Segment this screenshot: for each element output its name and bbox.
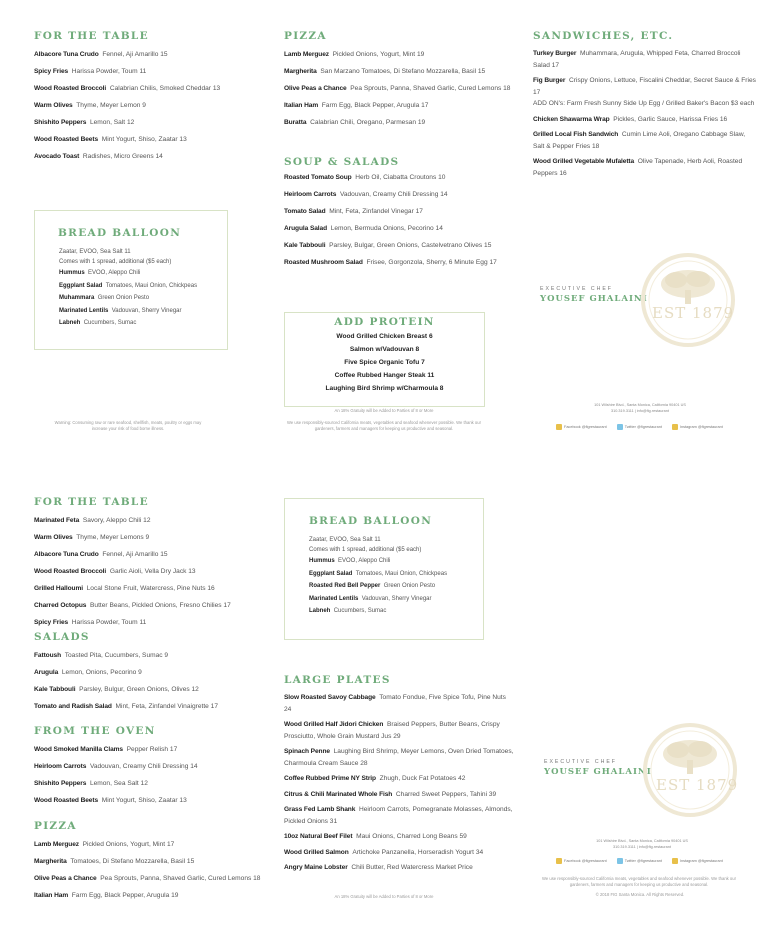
facebook-link[interactable]: Facebook @figrestaurant	[556, 424, 607, 430]
menu-item	[34, 114, 220, 131]
item-desc: Mint Yogurt, Shiso, Zaatar 13	[101, 797, 187, 804]
item-desc: EVOO, Aleppo Chili	[338, 558, 391, 564]
menu-item	[34, 836, 260, 853]
menu-item	[34, 887, 260, 904]
item-desc: Crispy Onions, Lettuce, Fiscalini Cheddar, Secret Sauce & Fries 17	[533, 77, 756, 96]
item-name: Olive Peas a Chance	[34, 875, 97, 882]
item-name: Avocado Toast	[34, 153, 80, 160]
menu-item	[284, 114, 510, 131]
spread-item	[59, 305, 227, 318]
section-title: SALADS	[34, 631, 90, 643]
menu-item	[284, 169, 497, 186]
twitter-icon	[617, 858, 623, 864]
item-name: Fig Burger	[533, 77, 566, 84]
instagram-link[interactable]: Instagram @figrestaurant	[672, 424, 723, 430]
item-name: Wood Roasted Broccoli	[34, 85, 107, 92]
item-name: Lamb Merguez	[284, 51, 329, 58]
item-desc: Farm Egg, Black Pepper, Arugula 17	[321, 102, 429, 109]
section-title: FOR THE TABLE	[34, 30, 149, 42]
menu-item	[284, 746, 514, 769]
spread-item	[59, 317, 227, 330]
item-desc: Parsley, Bulgar, Green Onions, Castelvetrano Olives 15	[329, 242, 492, 249]
menu-item	[284, 831, 514, 843]
menu-item	[34, 131, 220, 148]
instagram-link[interactable]: Instagram @figrestaurant	[672, 858, 723, 864]
p1-pizza	[284, 30, 510, 131]
section-title: PIZZA	[284, 30, 327, 42]
menu-item	[34, 580, 231, 597]
item-name: Roasted Mushroom Salad	[284, 259, 363, 266]
item-desc: Harissa Powder, Toum 11	[71, 619, 147, 626]
p1-social	[556, 424, 723, 430]
protein-item: Salmon w/Vadouvan 8	[349, 346, 420, 353]
section-title: ADD PROTEIN	[334, 316, 435, 328]
menu-item	[34, 614, 231, 631]
menu-item	[284, 862, 514, 874]
item-addon: ADD ON's: Farm Fresh Sunny Side Up Egg / Grilled Baker's Bacon $3 each	[533, 100, 755, 107]
item-name: Eggplant Salad	[59, 282, 103, 289]
item-name: Coffee Rubbed Prime NY Strip	[284, 775, 376, 782]
item-desc: Pickles, Garlic Sauce, Harissa Fries 16	[613, 115, 728, 123]
facebook-icon	[556, 858, 562, 864]
menu-item	[284, 46, 510, 63]
section-title: BREAD BALLOON	[309, 515, 433, 527]
item-name: Arugula Salad	[284, 225, 328, 232]
bread-intro: Zaatar, EVOO, Sea Salt 11	[309, 537, 381, 543]
p2-large-plates	[284, 674, 514, 878]
item-name: Margherita	[284, 68, 317, 75]
menu-item	[284, 220, 497, 237]
item-desc: Braised Peppers, Butter Beans, Crispy Prosciutto, Whole Grain Mustard Jus 29	[284, 721, 500, 740]
copyright: © 2018 FIG Santa Monica. All Rights Reserved.	[595, 892, 685, 897]
spread-item	[59, 292, 227, 305]
section-title: LARGE PLATES	[284, 674, 391, 686]
logo-tree-icon	[642, 722, 738, 823]
item-desc: Charred Sweet Peppers, Tahini 39	[395, 790, 497, 798]
protein-item: Wood Grilled Chicken Breast 6	[336, 333, 433, 340]
item-name: Heirloom Carrots	[34, 763, 87, 770]
menu-item	[34, 46, 220, 63]
item-name: Citrus & Chili Marinated Whole Fish	[284, 790, 393, 798]
menu-item	[34, 664, 218, 681]
spread-item	[309, 605, 483, 618]
item-name: Wood Roasted Beets	[34, 797, 99, 804]
item-desc: Pickled Onions, Yogurt, Mint 17	[82, 841, 175, 848]
spread-item	[59, 280, 227, 293]
menu-item	[533, 75, 758, 110]
twitter-link[interactable]: Twitter @figrestaurant	[617, 424, 662, 430]
menu-item	[34, 792, 198, 809]
item-name: Spicy Fries	[34, 619, 69, 626]
item-desc: Zhugh, Duck Fat Potatoes 42	[379, 775, 466, 782]
bread-intro-note: Comes with 1 spread, additional ($5 each)	[59, 259, 172, 265]
item-name: Hummus	[59, 270, 85, 276]
logo-text: EST 1879	[656, 776, 739, 794]
protein-item: Coffee Rubbed Hanger Steak 11	[334, 372, 435, 379]
menu-item	[34, 698, 218, 715]
menu-item	[284, 789, 514, 801]
p2-salads	[34, 631, 218, 715]
item-name: Muhammara	[59, 295, 95, 301]
item-desc: Calabrian Chilis, Smoked Cheddar 13	[109, 85, 221, 92]
p1-sandwiches	[533, 30, 758, 183]
sourcing-note: We use responsibly-sourced California meats, vegetables and seafood whenever possible. We thank our gardeners, farmers and managers for keeping us productive and seasonal.	[287, 420, 481, 431]
item-name: Turkey Burger	[533, 50, 577, 57]
menu-item	[284, 186, 497, 203]
item-name: Warm Olives	[34, 534, 73, 541]
item-name: Italian Ham	[284, 102, 319, 109]
menu-item	[533, 129, 758, 152]
item-desc: San Marzano Tomatoes, Di Stefano Mozzarella, Basil 15	[320, 68, 486, 75]
item-desc: Maui Onions, Charred Long Beans 59	[356, 833, 467, 840]
logo-tree-icon	[640, 252, 736, 353]
item-desc: Calabrian Chili, Oregano, Parmesan 19	[310, 119, 426, 126]
item-desc: Artichoke Panzanella, Horseradish Yogurt 34	[352, 848, 484, 856]
item-name: Heirloom Carrots	[284, 191, 337, 198]
item-name: Roasted Red Bell Pepper	[309, 583, 381, 589]
p1-soup-salads	[284, 156, 497, 271]
item-desc: Vadouvan, Sherry Vinegar	[111, 307, 182, 314]
gratuity-note: An 18% Gratuity will be Added to Parties of 8 or More	[334, 894, 434, 899]
item-name: Shishito Peppers	[34, 119, 87, 126]
item-desc: Lemon, Onions, Pecorino 9	[61, 669, 142, 676]
item-desc: Heirloom Carrots, Pomegranate Molasses, Almonds, Pickled Onions 31	[284, 806, 513, 825]
warning-note: Warning: Consuming raw or rare seafood, shellfish, meats, poultry or eggs may increase your risk of food borne illness.	[54, 420, 202, 431]
p2-for-the-table	[34, 496, 231, 631]
menu-item	[284, 80, 510, 97]
item-desc: Tomatoes, Di Stefano Mozzarella, Basil 15	[70, 858, 195, 865]
item-name: Margherita	[34, 858, 67, 865]
menu-item	[284, 847, 514, 859]
item-name: Wood Smoked Manilla Clams	[34, 746, 123, 753]
item-desc: Fennel, Aji Amarillo 15	[102, 551, 168, 558]
facebook-link[interactable]: Facebook @figrestaurant	[556, 858, 607, 864]
item-desc: Green Onion Pesto	[383, 583, 436, 589]
spread-item	[309, 568, 483, 581]
item-name: Chicken Shawarma Wrap	[533, 115, 610, 123]
instagram-icon	[672, 424, 678, 430]
facebook-icon	[556, 424, 562, 430]
item-name: Angry Maine Lobster	[284, 864, 348, 871]
item-desc: Tomatoes, Maui Onion, Chickpeas	[355, 570, 448, 577]
p1-bread-balloon	[34, 210, 228, 350]
p2-social	[556, 858, 723, 864]
menu-item	[284, 804, 514, 827]
p1-chef	[540, 286, 648, 304]
item-name: Wood Grilled Half Jidori Chicken	[284, 721, 384, 728]
item-name: Spinach Penne	[284, 748, 330, 755]
item-name: Spicy Fries	[34, 68, 69, 75]
menu-item	[284, 719, 514, 742]
item-desc: Butter Beans, Pickled Onions, Fresno Chilies 17	[90, 602, 231, 609]
item-desc: Thyme, Meyer Lemon 9	[76, 102, 146, 109]
menu-item	[34, 512, 231, 529]
item-name: Labneh	[59, 320, 81, 326]
section-title: BREAD BALLOON	[58, 227, 182, 239]
menu-item	[34, 758, 198, 775]
item-desc: Mint, Feta, Zinfandel Vinaigrette 17	[115, 703, 219, 710]
item-desc: Tomato Fondue, Five Spice Tofu, Pine Nuts 24	[284, 694, 506, 713]
item-desc: Radishes, Micro Greens 14	[82, 153, 163, 160]
item-desc: Laughing Bird Shrimp, Meyer Lemons, Oven Dried Tomatoes, Charmoula Cream Sauce 28	[284, 748, 514, 767]
p2-pizza	[34, 820, 260, 904]
item-desc: Farm Egg, Black Pepper, Arugula 19	[71, 892, 179, 899]
item-desc: Thyme, Meyer Lemons 9	[76, 534, 150, 541]
item-name: Shishito Peppers	[34, 780, 87, 787]
item-name: Labneh	[309, 608, 331, 614]
menu-item	[284, 692, 514, 715]
menu-item	[284, 203, 497, 220]
menu-item	[34, 546, 231, 563]
item-desc: Parsley, Bulgur, Green Onions, Olives 12	[79, 686, 199, 693]
address: 101 Wilshire Blvd., Santa Monica, California 90401 US	[594, 403, 686, 407]
twitter-icon	[617, 424, 623, 430]
item-name: Grilled Halloumi	[34, 585, 83, 592]
item-desc: Muhammara, Arugula, Whipped Feta, Charred Broccoli Salad 17	[533, 50, 741, 69]
item-desc: Mint Yogurt, Shiso, Zaatar 13	[101, 136, 187, 143]
chef-name: YOUSEF GHALAINI	[544, 767, 652, 777]
item-desc: Local Stone Fruit, Watercress, Pine Nuts 16	[86, 585, 215, 592]
item-desc: Vadouvan, Sherry Vinegar	[361, 595, 432, 602]
menu-item	[34, 647, 218, 664]
item-name: Grass Fed Lamb Shank	[284, 806, 356, 813]
item-desc: Pea Sprouts, Panna, Shaved Garlic, Cured Lemons 18	[350, 85, 511, 92]
item-desc: Pea Sprouts, Panna, Shaved Garlic, Cured Lemons 18	[100, 875, 261, 882]
menu-item	[34, 529, 231, 546]
item-name: Roasted Tomato Soup	[284, 174, 352, 181]
item-desc: Cucumbers, Sumac	[333, 608, 387, 614]
menu-item	[34, 775, 198, 792]
item-name: Kale Tabbouli	[34, 686, 76, 693]
menu-item	[34, 63, 220, 80]
menu-item	[284, 237, 497, 254]
item-desc: Chili Butter, Red Watercress Market Price	[351, 864, 473, 871]
menu-item	[34, 853, 260, 870]
item-desc: Pickled Onions, Yogurt, Mint 19	[332, 51, 425, 58]
item-desc: EVOO, Aleppo Chili	[88, 270, 141, 276]
menu-item	[533, 48, 758, 71]
item-name: Charred Octopus	[34, 602, 87, 609]
item-name: Warm Olives	[34, 102, 73, 109]
item-desc: Olive Tapenade, Herb Aoli, Roasted Peppers 16	[533, 158, 743, 177]
spread-item	[309, 555, 483, 568]
item-name: Albacore Tuna Crudo	[34, 551, 99, 558]
spread-item	[59, 267, 227, 280]
menu-item	[533, 156, 758, 179]
section-title: PIZZA	[34, 820, 77, 832]
protein-item: Five Spice Organic Tofu 7	[344, 359, 425, 366]
item-desc: Cucumbers, Sumac	[83, 320, 137, 326]
item-name: Albacore Tuna Crudo	[34, 51, 99, 58]
p2-bread-balloon	[284, 498, 484, 640]
bread-intro: Zaatar, EVOO, Sea Salt 11	[59, 249, 131, 255]
menu-item	[284, 97, 510, 114]
item-name: Wood Roasted Beets	[34, 136, 99, 143]
sourcing-note: We use responsibly-sourced California meats, vegetables and seafood whenever possible. We thank our gardeners, farmers and managers for keeping us productive and seasonal.	[542, 876, 736, 887]
item-name: Slow Roasted Savoy Cabbage	[284, 694, 376, 701]
menu-item	[284, 254, 497, 271]
item-name: Kale Tabbouli	[284, 242, 326, 249]
item-name: Grilled Local Fish Sandwich	[533, 131, 619, 138]
item-name: Tomato Salad	[284, 208, 326, 215]
section-title: FOR THE TABLE	[34, 496, 149, 508]
instagram-icon	[672, 858, 678, 864]
spread-item	[309, 593, 483, 606]
item-desc: Fennel, Aji Amarillo 15	[102, 51, 168, 58]
item-name: Wood Grilled Vegetable Mufaletta	[533, 158, 635, 165]
item-name: Eggplant Salad	[309, 570, 353, 577]
item-name: Wood Roasted Broccoli	[34, 568, 107, 575]
menu-item	[284, 773, 514, 785]
p1-for-the-table	[34, 30, 220, 165]
item-name: Wood Grilled Salmon	[284, 848, 349, 856]
spread-item	[309, 580, 483, 593]
item-desc: Lemon, Salt 12	[89, 119, 135, 126]
item-name: Italian Ham	[34, 892, 69, 899]
contact: 310.319.3111 | info@fig.restaurant	[611, 409, 669, 413]
protein-item: Laughing Bird Shrimp w/Charmoula 8	[325, 385, 444, 392]
item-desc: Pepper Relish 17	[126, 746, 178, 753]
p2-chef	[544, 759, 652, 777]
item-desc: Toasted Pita, Cucumbers, Sumac 9	[64, 652, 169, 659]
item-desc: Harissa Powder, Toum 11	[71, 68, 147, 75]
menu-item	[34, 681, 218, 698]
menu-item	[284, 63, 510, 80]
menu-item	[533, 114, 758, 126]
menu-item	[34, 97, 220, 114]
chef-label: EXECUTIVE CHEF	[544, 759, 617, 765]
item-name: Marinated Feta	[34, 517, 80, 524]
item-name: 10oz Natural Beef Filet	[284, 833, 353, 840]
menu-item	[34, 80, 220, 97]
item-desc: Green Onion Pesto	[97, 295, 150, 301]
item-desc: Cumin Lime Aoli, Oregano Cabbage Slaw, Salt & Pepper Fries 18	[533, 131, 746, 150]
item-name: Arugula	[34, 669, 59, 676]
item-desc: Frisee, Gorgonzola, Sherry, 6 Minute Egg 17	[366, 259, 497, 266]
contact: 310.319.3111 | info@fig.restaurant	[613, 845, 671, 849]
section-title: SOUP & SALADS	[284, 156, 400, 168]
p2-from-the-oven	[34, 725, 198, 809]
item-name: Marinated Lentils	[59, 307, 109, 314]
menu-item	[34, 148, 220, 165]
section-title: FROM THE OVEN	[34, 725, 156, 737]
item-name: Tomato and Radish Salad	[34, 703, 112, 710]
item-desc: Lemon, Sea Salt 12	[89, 780, 148, 787]
bread-intro-note: Comes with 1 spread, additional ($5 each)	[309, 547, 422, 553]
chef-name: YOUSEF GHALAINI	[540, 294, 648, 304]
item-desc: Tomatoes, Maui Onion, Chickpeas	[105, 282, 198, 289]
twitter-link[interactable]: Twitter @figrestaurant	[617, 858, 662, 864]
item-name: Fattoush	[34, 652, 62, 659]
logo-text: EST 1879	[652, 304, 735, 322]
item-desc: Vadouvan, Creamy Chili Dressing 14	[339, 191, 448, 198]
item-desc: Herb Oil, Ciabatta Croutons 10	[355, 174, 446, 181]
address: 101 Wilshire Blvd., Santa Monica, California 90401 US	[596, 839, 688, 843]
item-name: Marinated Lentils	[309, 595, 359, 602]
menu-item	[34, 741, 198, 758]
item-name: Buratta	[284, 119, 307, 126]
menu-item	[34, 597, 231, 614]
add-protein-box	[284, 312, 485, 407]
item-name: Lamb Merguez	[34, 841, 79, 848]
item-desc: Garlic Aioli, Vella Dry Jack 13	[109, 568, 196, 575]
item-desc: Savory, Aleppo Chili 12	[82, 517, 151, 524]
section-title: SANDWICHES, ETC.	[533, 30, 674, 42]
item-desc: Mint, Feta, Zinfandel Vinegar 17	[329, 208, 423, 215]
menu-item	[34, 563, 231, 580]
item-name: Hummus	[309, 558, 335, 564]
item-desc: Lemon, Bermuda Onions, Pecorino 14	[330, 225, 443, 232]
item-desc: Vadouvan, Creamy Chili Dressing 14	[89, 763, 198, 770]
gratuity-note: An 18% Gratuity will be Added to Parties of 8 or More	[334, 408, 434, 413]
chef-label: EXECUTIVE CHEF	[540, 286, 613, 292]
item-name: Olive Peas a Chance	[284, 85, 347, 92]
menu-item	[34, 870, 260, 887]
